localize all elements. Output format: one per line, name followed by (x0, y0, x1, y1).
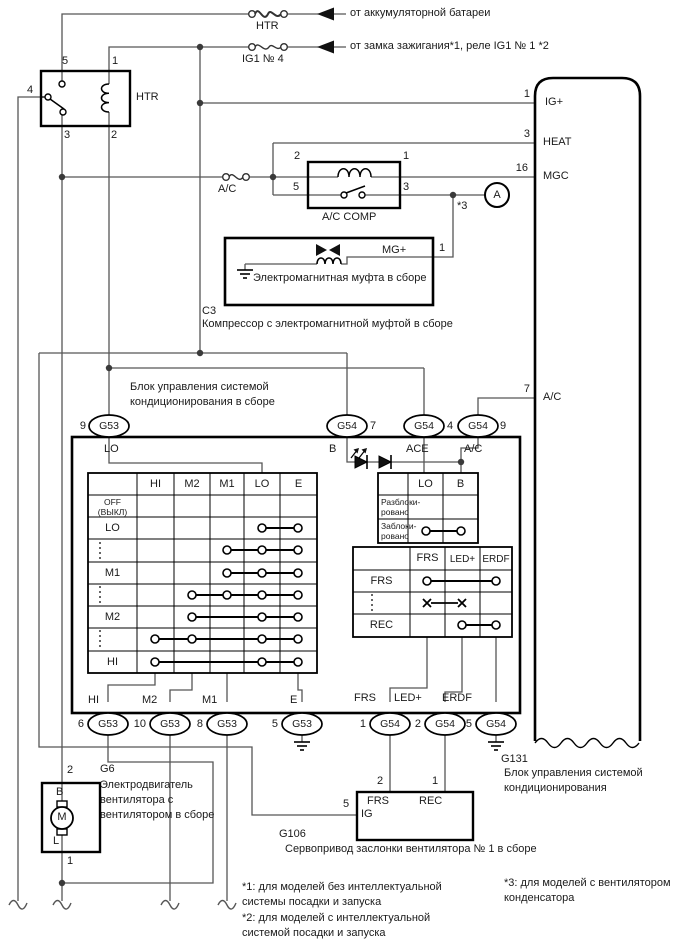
servo-frs-label: FRS (367, 795, 389, 807)
ground-icon-clutch (237, 270, 253, 278)
servo-ig-label: IG (361, 808, 373, 820)
ac-relay-pin1: 1 (403, 150, 410, 162)
continuation-icons (9, 901, 236, 910)
speed-row-hi: HI (107, 656, 118, 668)
bottom-signal-m2: M2 (142, 694, 158, 706)
speed-row-off: OFF (ВЫКЛ) (97, 497, 128, 517)
htr-relay-pin2: 2 (111, 129, 118, 141)
servo-name: Сервопривод заслонки вентилятора № 1 в сборе (285, 843, 537, 855)
ac-relay-name: A/C COMP (322, 211, 377, 223)
lock-header-lo: LO (418, 478, 433, 490)
conn-g54-5-num: 5 (465, 718, 472, 730)
conn-g54-1-num: 1 (359, 718, 366, 730)
panel-title-line2: кондиционирования в сборе (130, 396, 275, 408)
bottom-signal-e: E (290, 694, 298, 706)
servo-code: G106 (279, 828, 306, 840)
htr-relay-box (41, 71, 130, 126)
wires (18, 14, 535, 901)
conn-g54-4: G54 (414, 420, 434, 432)
clutch-name: Электромагнитная муфта в сборе (253, 272, 427, 284)
fuse-icons (223, 11, 288, 181)
led-icons (351, 448, 391, 469)
ecu-pin1-num: 1 (523, 88, 530, 100)
speed-header-m1: M1 (219, 478, 235, 490)
ac-relay-pin2: 2 (294, 150, 301, 162)
bottom-signal-frs: FRS (354, 692, 376, 704)
servo-pin1: 1 (432, 775, 439, 787)
bottom-signal-m1: M1 (202, 694, 218, 706)
lock-header-b: B (456, 478, 465, 490)
conn-g54-7-num: 7 (370, 420, 377, 432)
conn-g53-5: G53 (292, 718, 312, 730)
motor-b-label: B (56, 786, 64, 798)
ecu-pin16-label: MGC (543, 170, 569, 182)
ac-relay-pin5: 5 (293, 181, 300, 193)
speed-header-m2: M2 (184, 478, 200, 490)
ac-relay-pin3: 3 (403, 181, 410, 193)
fuse-ac-icon (223, 174, 250, 181)
lock-row-locked: Заблоки- ровано (381, 521, 417, 541)
htr-relay-pin3: 3 (64, 129, 71, 141)
ground-icons (294, 742, 504, 750)
signal-ace: ACE (406, 443, 429, 455)
conn-g54-2-num: 2 (414, 718, 421, 730)
conn-g53-6-num: 6 (77, 718, 84, 730)
speed-row-m1: M1 (104, 567, 121, 579)
note3-ref: *3 (457, 200, 468, 212)
motor-l-label: L (53, 835, 60, 847)
compressor-name: Компрессор с электромагнитной муфтой в сборе (202, 318, 453, 330)
speed-header-hi: HI (150, 478, 161, 490)
feed-arrow-icons (317, 8, 334, 54)
footnote-2: *2: для моделей с интеллектуальной системой посадки и запуска (242, 912, 431, 939)
conn-g54-9: G54 (468, 420, 488, 432)
mode-row-rec: REC (369, 619, 394, 631)
ground-icon-g53 (294, 742, 310, 750)
speed-header-lo: LO (254, 478, 270, 490)
conn-g54-7: G54 (337, 420, 357, 432)
signal-ac: A/C (464, 443, 483, 455)
conn-g53-8-num: 8 (196, 718, 203, 730)
conn-g53-10-num: 10 (133, 718, 146, 730)
ground-icon-g131 (488, 742, 504, 750)
ecu-pin1-label: IG+ (545, 96, 564, 108)
motor-m-label: M (57, 811, 67, 823)
servo-pin5: 5 (343, 798, 350, 810)
fuse-ig1-icon (249, 44, 288, 51)
bottom-signal-led: LED+ (394, 692, 422, 704)
clutch-pin1: 1 (439, 242, 446, 254)
ecu-pin3-num: 3 (523, 128, 530, 140)
ecu-pin7-label: A/C (543, 391, 562, 403)
lock-row-unlocked: Разблоки- ровано (381, 497, 421, 517)
mode-header-led: LED+ (449, 554, 476, 565)
fuse-htr-icon (249, 11, 288, 18)
motor-name: Электродвигатель вентилятора с вентилятором в сборе (100, 779, 215, 821)
ecu-pin16-num: 16 (515, 162, 528, 174)
htr-relay-pin5: 5 (62, 55, 69, 67)
htr-relay-pin4: 4 (27, 84, 34, 96)
ecu-name-line1: Блок управления системой (504, 767, 643, 779)
battery-feed-label: от аккумуляторной батареи (350, 7, 491, 19)
clutch-mg-label: MG+ (382, 244, 407, 256)
bottom-signal-hi: HI (88, 694, 99, 706)
fuse-htr-label: HTR (256, 20, 279, 32)
conn-g54-1: G54 (380, 718, 400, 730)
signal-lo: LO (104, 443, 119, 455)
ecu-pin3-label: HEAT (543, 136, 572, 148)
motor-pin2: 2 (67, 764, 74, 776)
conn-g53-5-num: 5 (271, 718, 278, 730)
motor-pin1: 1 (67, 855, 74, 867)
footnote-1: *1: для моделей без интеллектуальной системы посадки и запуска (242, 881, 442, 908)
signal-b: B (329, 443, 337, 455)
compressor-code: C3 (202, 305, 217, 317)
htr-relay-name: HTR (136, 91, 159, 103)
conn-g54-5: G54 (486, 718, 506, 730)
footnote-3: *3: для моделей с вентилятором конденсатора (504, 877, 671, 904)
bottom-signal-erdf: ERDF (442, 692, 472, 704)
conn-g53-9: G53 (99, 420, 119, 432)
speed-row-lo: LO (105, 522, 120, 534)
conn-g53-8: G53 (217, 718, 237, 730)
ecu-name-line2: кондиционирования (504, 782, 607, 794)
ecu-pin7-num: 7 (523, 383, 530, 395)
htr-relay-pin1: 1 (112, 55, 119, 67)
ignition-feed-label: от замка зажигания*1, реле IG1 № 1 *2 (350, 40, 549, 52)
conn-g53-6: G53 (98, 718, 118, 730)
fuse-ac-label: A/C (218, 183, 237, 195)
conn-g54-4-num: 4 (447, 420, 454, 432)
speed-header-e: E (294, 478, 303, 490)
speed-row-m2: M2 (104, 611, 121, 623)
conn-g54-9-num: 9 (500, 420, 507, 432)
motor-code: G6 (100, 763, 115, 775)
conn-g53-9-num: 9 (79, 420, 86, 432)
connector-a-label: A (493, 189, 501, 201)
servo-rec-label: REC (419, 795, 443, 807)
mode-header-erdf: ERDF (482, 554, 510, 565)
conn-g53-10: G53 (160, 718, 180, 730)
panel-title-line1: Блок управления системой (130, 381, 269, 393)
g131-label: G131 (501, 753, 528, 765)
fuse-ig1-label: IG1 № 4 (242, 53, 284, 65)
servo-pin2: 2 (377, 775, 384, 787)
conn-g54-2: G54 (435, 718, 455, 730)
mode-header-frs: FRS (416, 552, 439, 564)
mode-row-frs: FRS (370, 575, 393, 587)
ac-comp-relay-box (308, 162, 400, 208)
